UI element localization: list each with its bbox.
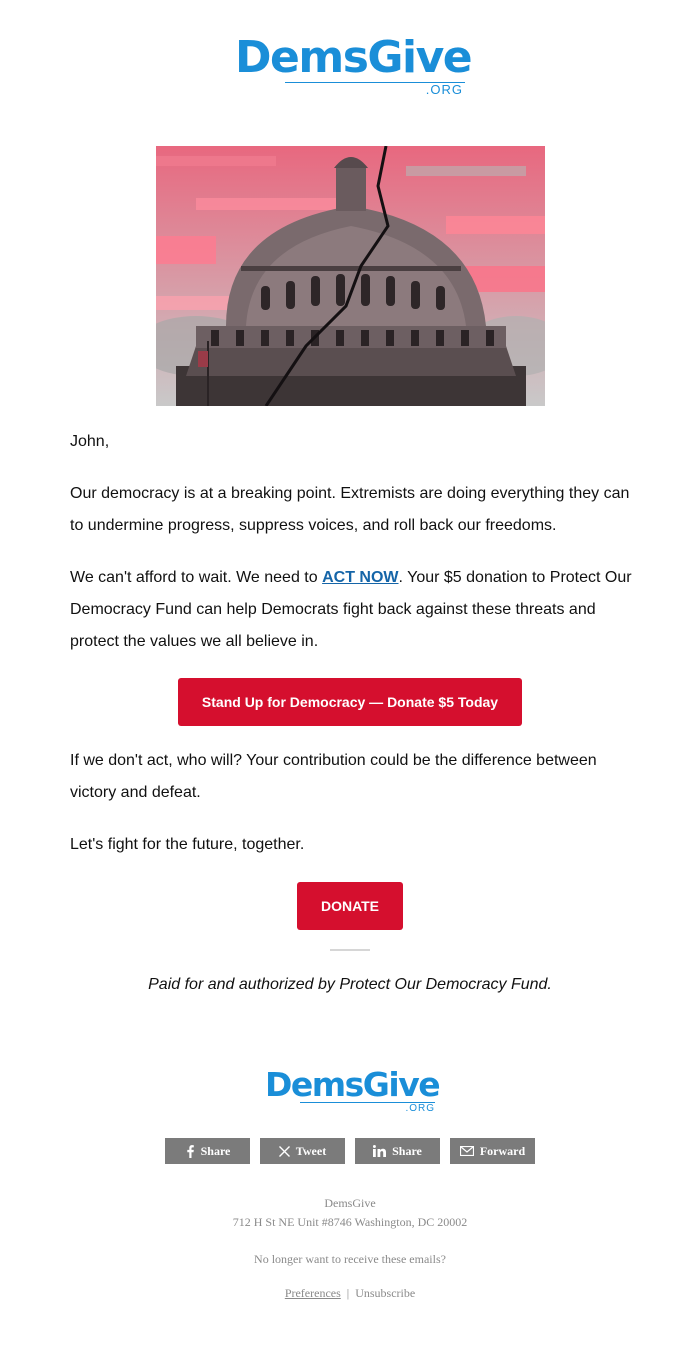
x-tweet-button[interactable] [260, 1138, 345, 1164]
paid-for-disclaimer: Paid for and authorized by Protect Our Democracy Fund. [148, 976, 552, 993]
body-paragraph-2 [70, 562, 640, 658]
logo-wordmark: DemsGive [235, 32, 472, 83]
body-paragraph-1: Our democracy is at a breaking point. Extremists are doing everything they can to undermine progress, suppress voices, and roll back our freedoms. [70, 485, 630, 534]
body-paragraph-4: Let's fight for the future, together. [70, 836, 305, 853]
facebook-share-button[interactable] [165, 1138, 250, 1164]
greeting: John, [70, 433, 110, 450]
donate-button[interactable]: DONATE [297, 882, 403, 930]
share-label: Share [392, 1143, 422, 1158]
linkedin-icon [373, 1145, 386, 1157]
mail-icon [460, 1146, 474, 1156]
link-separator: | [346, 1286, 350, 1300]
preferences-link[interactable]: Preferences [284, 1286, 341, 1300]
facebook-icon [185, 1145, 195, 1158]
demsgive-logo-top[interactable] [235, 32, 472, 97]
tweet-label: Tweet [295, 1143, 327, 1158]
capitol-hero-image[interactable] [156, 146, 545, 406]
footer-org-name: DemsGive [324, 1196, 376, 1210]
divider [330, 949, 370, 951]
demsgive-logo-bottom[interactable] [265, 1065, 440, 1114]
unsubscribe-prompt: No longer want to receive these emails? [254, 1252, 446, 1266]
footer-links [0, 1286, 700, 1301]
paragraph-text: We can't afford to wait. We need to [70, 569, 323, 586]
forward-label: Forward [479, 1143, 526, 1158]
paragraph-text: . Your $5 donation to Protect Our Democracy Fund can help Democrats fight back against these threats and protect the values we all believe in. [70, 569, 632, 650]
x-icon [279, 1146, 290, 1157]
logo-suffix: .ORG [285, 82, 465, 97]
act-now-link[interactable]: ACT NOW [322, 569, 399, 586]
linkedin-share-button[interactable] [355, 1138, 440, 1164]
footer-address: 712 H St NE Unit #8746 Washington, DC 20002 [232, 1215, 468, 1229]
logo-suffix: .ORG [300, 1102, 435, 1114]
body-paragraph-3: If we don't act, who will? Your contribution could be the difference between victory and defeat. [70, 752, 597, 801]
unsubscribe-link[interactable]: Unsubscribe [355, 1286, 416, 1300]
logo-wordmark: DemsGive [265, 1065, 440, 1104]
share-label: Share [200, 1143, 231, 1158]
forward-email-button[interactable] [450, 1138, 535, 1164]
donate-5-button[interactable]: Stand Up for Democracy — Donate $5 Today [178, 678, 522, 726]
